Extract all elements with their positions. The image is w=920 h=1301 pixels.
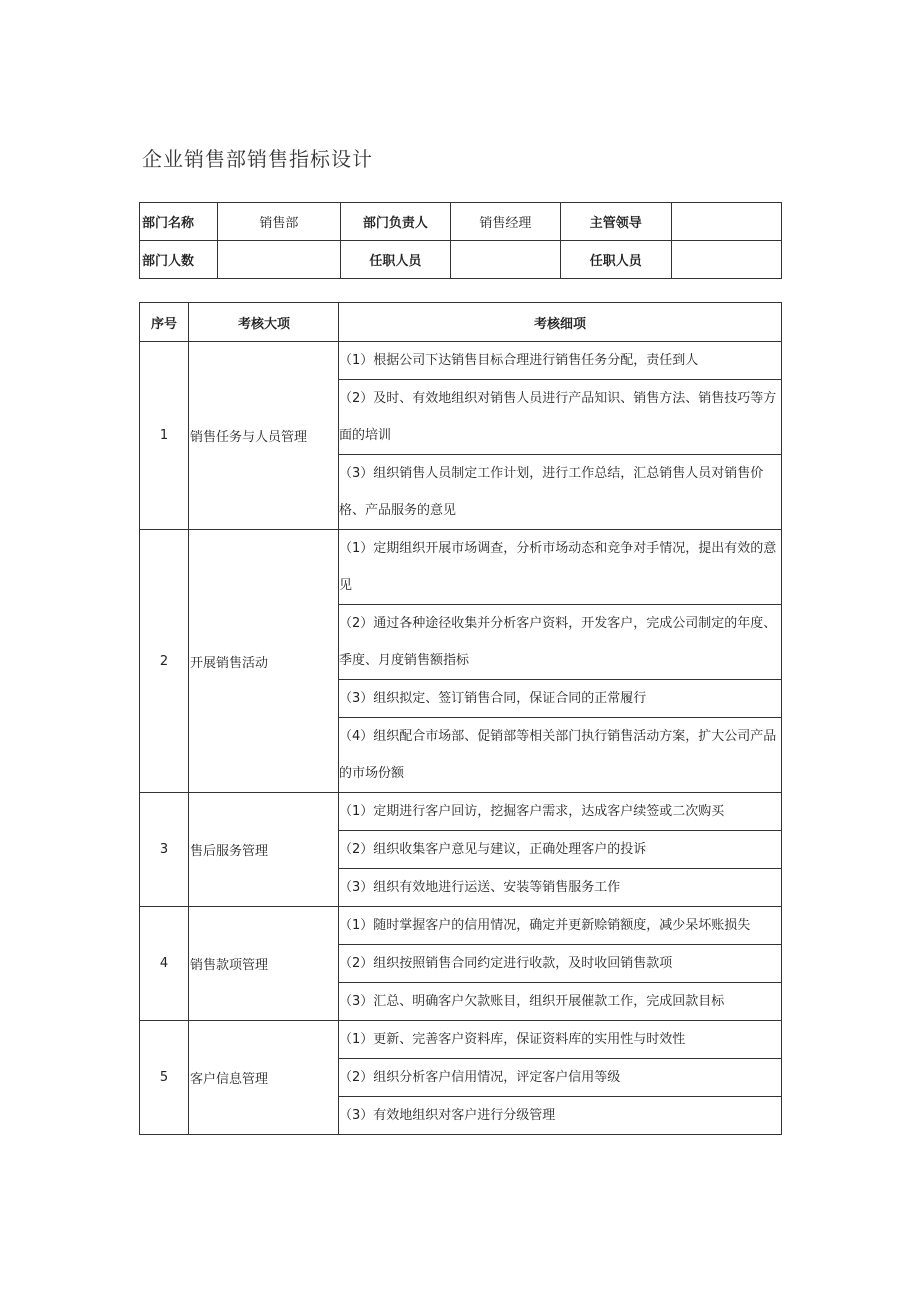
dept-head-value: 销售经理 — [450, 203, 560, 241]
info-row — [140, 241, 782, 279]
row-detail: （2）组织收集客户意见与建议，正确处理客户的投诉 — [339, 831, 782, 869]
table-row — [140, 793, 782, 831]
staff-label-1: 任职人员 — [341, 241, 450, 279]
row-detail: （2）组织分析客户信用情况，评定客户信用等级 — [339, 1059, 782, 1097]
row-category: 开展销售活动 — [189, 530, 339, 793]
row-detail: （1）定期组织开展市场调查，分析市场动态和竞争对手情况，提出有效的意见 — [339, 530, 782, 605]
row-detail: （2）通过各种途径收集并分析客户资料，开发客户，完成公司制定的年度、季度、月度销售额指标 — [339, 605, 782, 680]
department-info-table — [139, 202, 782, 279]
row-detail: （2）及时、有效地组织对销售人员进行产品知识、销售方法、销售技巧等方面的培训 — [339, 380, 782, 455]
headcount-value — [217, 241, 340, 279]
row-category: 客户信息管理 — [189, 1021, 339, 1135]
row-detail: （3）汇总、明确客户欠款账目，组织开展催款工作，完成回款目标 — [339, 983, 782, 1021]
row-detail: （3）组织拟定、签订销售合同，保证合同的正常履行 — [339, 680, 782, 718]
dept-head-label: 部门负责人 — [341, 203, 450, 241]
dept-name-label: 部门名称 — [140, 203, 218, 241]
header-category: 考核大项 — [189, 303, 339, 342]
table-row — [140, 1021, 782, 1059]
row-number: 2 — [140, 530, 189, 793]
row-category: 销售款项管理 — [189, 907, 339, 1021]
row-detail: （3）组织销售人员制定工作计划，进行工作总结，汇总销售人员对销售价格、产品服务的意见 — [339, 455, 782, 530]
table-row — [140, 907, 782, 945]
header-number: 序号 — [140, 303, 189, 342]
table-row — [140, 530, 782, 605]
staff-value-2 — [671, 241, 781, 279]
dept-name-value: 销售部 — [217, 203, 340, 241]
row-detail: （1）根据公司下达销售目标合理进行销售任务分配，责任到人 — [339, 342, 782, 380]
header-detail: 考核细项 — [339, 303, 782, 342]
row-detail: （1）随时掌握客户的信用情况，确定并更新赊销额度，减少呆坏账损失 — [339, 907, 782, 945]
info-row — [140, 203, 782, 241]
staff-value-1 — [450, 241, 560, 279]
row-detail: （1）更新、完善客户资料库，保证资料库的实用性与时效性 — [339, 1021, 782, 1059]
assessment-table — [139, 302, 782, 1135]
row-detail: （1）定期进行客户回访，挖掘客户需求，达成客户续签或二次购买 — [339, 793, 782, 831]
row-category: 售后服务管理 — [189, 793, 339, 907]
row-number: 4 — [140, 907, 189, 1021]
row-detail: （2）组织按照销售合同约定进行收款，及时收回销售款项 — [339, 945, 782, 983]
row-detail: （3）组织有效地进行运送、安装等销售服务工作 — [339, 869, 782, 907]
leader-label: 主管领导 — [561, 203, 671, 241]
row-number: 5 — [140, 1021, 189, 1135]
table-header-row — [140, 303, 782, 342]
row-number: 1 — [140, 342, 189, 530]
row-number: 3 — [140, 793, 189, 907]
page-title: 企业销售部销售指标设计 — [142, 147, 373, 171]
leader-value — [671, 203, 781, 241]
row-detail: （3）有效地组织对客户进行分级管理 — [339, 1097, 782, 1135]
staff-label-2: 任职人员 — [561, 241, 671, 279]
row-detail: （4）组织配合市场部、促销部等相关部门执行销售活动方案，扩大公司产品的市场份额 — [339, 718, 782, 793]
table-row — [140, 342, 782, 380]
headcount-label: 部门人数 — [140, 241, 218, 279]
row-category: 销售任务与人员管理 — [189, 342, 339, 530]
